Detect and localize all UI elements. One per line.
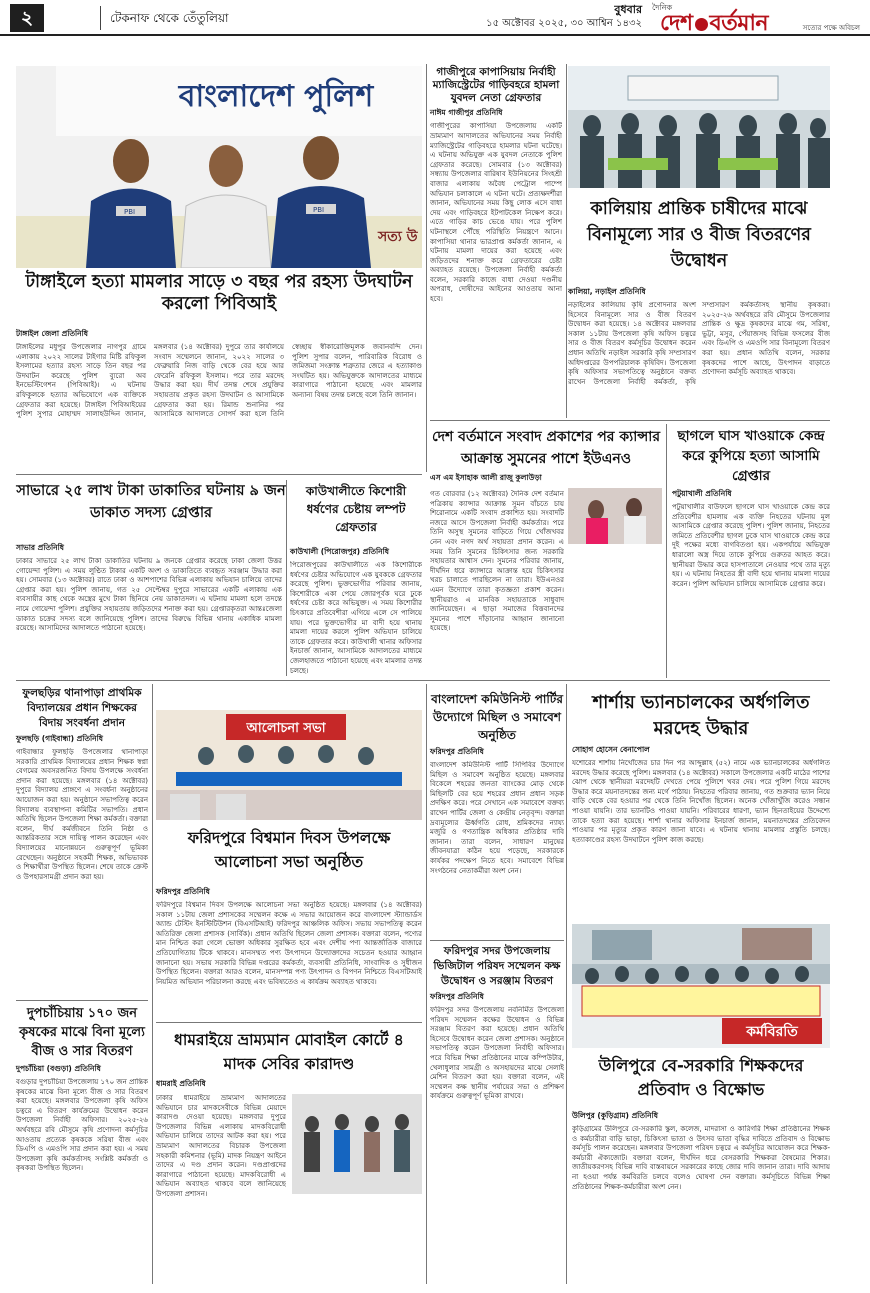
kaliya-photo [568, 66, 830, 188]
faridpur-sadar-headline: ফরিদপুর সদর উপজেলায় ভিজিটাল পরিষদ সম্মেলন কক্ষ উদ্বোধন ও সরঞ্জাম বিতরণ [433, 945, 561, 987]
faridpur-byline: ফরিদপুর প্রতিনিধি [156, 887, 210, 896]
column-rule [666, 424, 667, 678]
kaliya-headline: কালিয়ায় প্রান্তিক চাষীদের মাঝে বিনামূল্যে সার ও বীজ বিতরণের উদ্বোধন [587, 199, 811, 271]
faridpur-sadar-byline: ফরিদপুর প্রতিনিধি [430, 992, 484, 1001]
dupchanchia-body: বগুড়ার দুপচাঁচিয়া উপজেলায় ১৭০ জন প্রান্তিক কৃষকের মাঝে বিনা মূল্যে বীজ ও সার বিতরণ করা হয়েছে। মঙ্গলবার উপজেলা কৃষি অফিস চত্বরে এ বিতরণ কার্যক্রমের উদ্বোধন করেন উপজেলা নির্বাহী অফিসার। ২০২৫-২৬ অর্থবছরে রবি মৌসুমে কৃষি প্রণোদনা কর্মসূচির আওতায় প্রত্যেক কৃষককে সরিষা বীজ এবং ডিএপি ও এমওপি সার প্রদান করা হয়। এ সময় উপজেলা কৃষি কর্মকর্তাসহ সংশ্লিষ্ট কর্মকর্তা ও কৃষকরা উপস্থিত ছিলেন। [16, 1078, 148, 1173]
desh-article [430, 426, 662, 487]
kaukhali-headline: কাউখালীতে কিশোরী ধর্ষণের চেষ্টায় লম্পট গ্রেফতার [305, 484, 407, 534]
logo-prefix: দৈনিক [652, 3, 673, 12]
section-rule [16, 680, 830, 681]
badge-left: PBI [124, 208, 136, 216]
communist-byline: ফরিদপুর প্রতিনিধি [430, 747, 484, 756]
logo-left: দেশ [660, 11, 693, 36]
faridpur-headline-block [156, 826, 422, 874]
savar-body: ঢাকার সাভারে ২৫ লাখ টাকা ডাকাতির ঘটনায় ৯ জনকে গ্রেপ্তার করেছে ঢাকা জেলা উত্তর গোয়েন্দা পুলিশ। এ সময় লুণ্ঠিত টাকার একটি অংশ ও ডাকাতিতে ব্যবহৃত সরঞ্জাম উদ্ধার করা হয়। সোমবার (১৩ অক্টোবর) রাতে ঢাকা ও আশপাশের বিভিন্ন এলাকায় অভিযান চালিয়ে তাদের গ্রেপ্তার করা হয়। পুলিশ জানায়, গত ২৫ সেপ্টেম্বর দুপুরে সাভারের একটি এলাকায় এক ব্যবসায়ীর কাছ থেকে অস্ত্রের মুখে টাকা ছিনিয়ে নেয় ডাকাতদল। এ ঘটনায় মামলা হলে তদন্তে নামে গোয়েন্দা পুলিশ। প্রযুক্তির সহায়তায় জড়িতদের শনাক্ত করা হয়। গ্রেপ্তারকৃতরা আন্তঃজেলা ডাকাত চক্রের সদস্য বলে জানিয়েছে পুলিশ। তাদের বিরুদ্ধে বিভিন্ন থানায় একাধিক মামলা রয়েছে। আসামিদের আদালতে পাঠানো হয়েছে। [16, 557, 282, 633]
column-rule [152, 684, 153, 1284]
pbi-byline: টাঙ্গাইল জেলা প্রতিনিধি [16, 329, 88, 338]
logo-right: বর্তমান [709, 11, 768, 36]
pbi-article [16, 270, 422, 318]
dhamrai-headline: ধামরাইয়ে ভ্রাম্যমান মোবাইল কোর্টে ৪ মাদক সেবির কারাদণ্ড [174, 1031, 404, 1073]
dateline [486, 3, 642, 31]
pbi-body: টাঙ্গাইলের মধুপুর উপজেলার নাগপুর গ্রামে এলাকায় ২০২২ সালের টাইগার মিষ্টি রফিকুল ইসলামের হত্যার রহস্য সাড়ে তিন বছর পর উদঘাটন করেছে পুলিশ ব্যুরো অব ইনভেস্টিগেশন (পিবিআই)। এ ঘটনায় রফিকুলকে হত্যার অভিযোগে এক ব্যক্তিকে গ্রেফতার করা হয়েছে। টাঙ্গাইল পিবিআইয়ের পুলিশ সুপার মোহাম্মদ সালাহউদ্দিন জানান, মঙ্গলবার (১৪ অক্টোবর) দুপুরে তার কার্যালয়ে সংবাদ সম্মেলনে জানান, ২০২২ সালের ৩ ফেব্রুয়ারি নিজ বাড়ি থেকে বের হয়ে আর ফেরেনি রফিকুল ইসলাম। পরে তার মরদেহ উদ্ধার করা হয়। দীর্ঘ তদন্ত শেষে প্রযুক্তির সহায়তায় প্রকৃত রহস্য উদঘাটন ও আসামিকে গ্রেফতার করা হয়। রিমান্ড শুনানির পর আসামিকে আদালতে সোপর্দ করা হলে তিনি স্বেচ্ছায় স্বীকারোক্তিমূলক জবানবন্দি দেন। পুলিশ সুপার বলেন, পারিবারিক বিরোধ ও জমিজমা সংক্রান্ত শত্রুতার জেরে এ হত্যাকাণ্ড সংঘটিত হয়। অভিযুক্তকে আদালতের মাধ্যমে কারাগারে পাঠানো হয়েছে এবং মামলার অন্যান্য বিষয় তদন্ত চলছে বলে তিনি জানান। [16, 343, 422, 419]
fulchhari-article [16, 686, 148, 998]
strike-banner: কর্মবিরতি [746, 1024, 798, 1040]
kaukhali-body-block [290, 544, 422, 676]
police-banner-text: বাংলাদেশ পুলিশ [178, 79, 374, 114]
column-rule [566, 64, 567, 418]
faridpur-sadar-body: ফরিদপুর সদর উপজেলায় নবনির্মিত উপজেলা পরিষদ সম্মেলন কক্ষের উদ্বোধন ও বিভিন্ন সরঞ্জাম বিতরণ করা হয়েছে। প্রধান অতিথি হিসেবে উদ্বোধন করেন জেলা প্রশাসক। অনুষ্ঠানে সভাপতিত্ব করেন উপজেলা নির্বাহী অফিসার। পরে বিভিন্ন শিক্ষা প্রতিষ্ঠানের মাঝে কম্পিউটার, খেলাধুলার সামগ্রী ও অসহায়দের মাঝে সেলাই মেশিন বিতরণ করা হয়। বক্তারা বলেন, এই সম্মেলন কক্ষ স্থানীয় পর্যায়ের সভা ও প্রশিক্ষণ কার্যক্রমে গুরুত্বপূর্ণ ভূমিকা রাখবে। [430, 1006, 564, 1101]
kaliya-body-block [568, 284, 830, 416]
section-divider [100, 6, 101, 30]
gazipur-article [430, 66, 562, 454]
dhamrai-byline: ধামরাই প্রতিনিধি [156, 1079, 206, 1088]
ulipur-body: কুড়িগ্রামের উলিপুরে বে-সরকারি স্কুল, কলেজ, মাদরাসা ও কারিগরি শিক্ষা প্রতিষ্ঠানের শিক্ষক ও কর্মচারীরা বাড়ি ভাড়া, চিকিৎসা ভাতা ও উৎসব ভাতা বৃদ্ধির দাবিতে প্রতিবাদ ও বিক্ষোভ কর্মসূচি পালন করেছেন। মঙ্গলবার উপজেলা পরিষদ চত্বরে এ কর্মসূচির আয়োজন করে শিক্ষক-কর্মচারী ঐক্যজোট। বক্তারা বলেন, দীর্ঘদিন ধরে বেসরকারি শিক্ষকরা বৈষম্যের শিকার। জাতীয়করণসহ বিভিন্ন দাবি বাস্তবায়নে সরকারের কাছে জোর দাবি জানান তারা। দাবি আদায় না হওয়া পর্যন্ত কর্মবিরতি চলবে বলেও ঘোষণা দেন বক্তারা। কর্মসূচিতে বিভিন্ন শিক্ষা প্রতিষ্ঠানের শিক্ষক-কর্মচারীরা অংশ নেন। [572, 1125, 830, 1191]
faridpur-photo [156, 710, 422, 820]
kaukhali-body: পিরোজপুরের কাউখালীতে এক কিশোরীকে ধর্ষণের চেষ্টার অভিযোগে এক যুবককে গ্রেফতার করেছে পুলিশ। ভুক্তভোগীর পরিবার জানায়, কিশোরীকে একা পেয়ে জোরপূর্বক ঘরে ঢুকে ধর্ষণের চেষ্টা করে অভিযুক্ত। এ সময় কিশোরীর চিৎকারে প্রতিবেশীরা এগিয়ে এলে সে পালিয়ে যায়। পরে ভুক্তভোগীর মা বাদী হয়ে থানায় মামলা দায়ের করলে পুলিশ অভিযান চালিয়ে তাকে গ্রেফতার করে। কাউখালী থানার অফিসার ইনচার্জ জানান, আসামিকে আদালতের মাধ্যমে জেলহাজতে পাঠানো হয়েছে এবং মামলার তদন্ত চলছে। [290, 561, 422, 675]
newspaper-logo [650, 2, 860, 34]
kaukhali-byline: কাউখালী (পিরোজপুর) প্রতিনিধি [290, 547, 389, 556]
column-rule [566, 684, 567, 1284]
chhagol-article [672, 426, 830, 671]
faridpur-body-block [156, 884, 422, 1018]
dhamrai-body: ঢাকার ধামরাইয়ে ভ্রাম্যমাণ আদালতের অভিযানে চার মাদকসেবীকে বিভিন্ন মেয়াদে কারাদণ্ড দেওয়া হয়েছে। মঙ্গলবার দুপুরে উপজেলার বিভিন্ন এলাকায় মাদকবিরোধী অভিযান চালিয়ে তাদের আটক করা হয়। পরে ভ্রাম্যমাণ আদালতের বিচারক উপজেলা সহকারী কমিশনার (ভূমি) মাদক নিয়ন্ত্রণ আইনে তাদের এ দণ্ড প্রদান করেন। দণ্ডপ্রাপ্তদের কারাগারে পাঠানো হয়েছে। মাদকবিরোধী এ অভিযান অব্যাহত থাকবে বলে জানিয়েছে উপজেলা প্রশাসন। [156, 1094, 286, 1198]
savar-byline: সাভার প্রতিনিধি [16, 543, 64, 552]
chhagol-byline: পটুয়াখালী প্রতিনিধি [672, 489, 732, 498]
savar-body-block [16, 540, 282, 676]
kaliya-body: নড়াইলের কালিয়ায় কৃষি প্রণোদনার অংশ হিসেবে বিনামূল্যে সার ও বীজ বিতরণ উদ্বোধন করা হয়েছে। ১৪ অক্টোবর মঙ্গলবার সকাল ১১টায় উপজেলা কৃষি অফিস চত্বরে সার ও বীজ বিতরণ কর্মসূচির উদ্বোধন করেন প্রধান অতিথি নড়াইল সরকারি কৃষি সম্প্রসারণ অধিদপ্তরের উপপরিচালক কৃষিবিদ। উপজেলা কৃষি অফিসার সভাপতিত্বে অনুষ্ঠানে বক্তব্য রাখেন উপজেলা নির্বাহী কর্মকর্তা, কৃষি সম্প্রসারণ কর্মকর্তাসহ স্থানীয় কৃষকরা। ২০২৫-২৬ অর্থবছরে রবি মৌসুমে উপজেলার প্রান্তিক ও ক্ষুদ্র কৃষকদের মাঝে গম, সরিষা, ভুট্টা, মসুর, পেঁয়াজসহ বিভিন্ন ফসলের বীজ এবং ডিএপি ও এমওপি সার বিনামূল্যে বিতরণ করা হয়। প্রধান অতিথি বলেন, সরকার কৃষকদের পাশে আছে, উৎপাদন বাড়াতে প্রণোদনা কর্মসূচি অব্যাহত থাকবে। [568, 301, 830, 386]
sharsha-article [572, 690, 830, 939]
pbi-headline: টাঙ্গাইলে হত্যা মামলার সাড়ে ৩ বছর পর রহস্য উদঘাটন করলো পিবিআই [25, 272, 413, 314]
faridpur-body: ফরিদপুরে বিশ্বমান দিবস উপলক্ষে আলোচনা সভা অনুষ্ঠিত হয়েছে। মঙ্গলবার (১৪ অক্টোবর) সকাল ১১টায় জেলা প্রশাসকের সম্মেলন কক্ষে এ সভার আয়োজন করে বাংলাদেশ স্ট্যান্ডার্ডস অ্যান্ড টেস্টিং ইনস্টিটিউশন (বিএসটিআই) ফরিদপুর আঞ্চলিক অফিস। সভায় সভাপতিত্ব করেন অতিরিক্ত জেলা প্রশাসক (সার্বিক)। প্রধান অতিথি ছিলেন জেলা প্রশাসক। বক্তারা বলেন, পণ্যের মান নিশ্চিত করা গেলে ভোক্তা অধিকার সুরক্ষিত হবে এবং দেশীয় পণ্য আন্তর্জাতিক বাজারে প্রতিযোগিতায় টিকে থাকবে। মানসম্মত পণ্য উৎপাদনে উদ্যোক্তাদের সচেতন হওয়ার আহ্বান জানানো হয়। সভায় সরকারি বিভিন্ন দপ্তরের কর্মকর্তা, ব্যবসায়ী প্রতিনিধি, সাংবাদিক ও সুধীজন উপস্থিত ছিলেন। বক্তারা আরও বলেন, মানসম্পন্ন পণ্য উৎপাদন ও বিপণন নিশ্চিতে বিএসটিআই নিয়মিত অভিযান পরিচালনা করছে এবং ভবিষ্যতেও এ কার্যক্রম অব্যাহত থাকবে। [156, 901, 422, 986]
dupchanchia-byline: দুপচাঁচিয়া (বগুড়া) প্রতিনিধি [16, 1064, 101, 1073]
police-banner-sub: সত্য উ [378, 229, 418, 245]
gazipur-byline: নাঈম গাজীপুর প্রতিনিধি [430, 108, 503, 118]
desh-photo [568, 488, 662, 544]
page-number: ২ [10, 4, 44, 32]
dhamrai-photo [292, 1094, 422, 1194]
fulchhari-headline: ফুলছড়ির থানাপাড়া প্রাথমিক বিদ্যালয়ের প্রধান শিক্ষকের বিদায় সংবর্ধনা প্রদান [22, 687, 142, 729]
dupchanchia-headline: দুপচাঁচিয়ায় ১৭০ জন কৃষকের মাঝে বিনা মূল্যে বীজ ও সার বিতরণ [19, 1006, 145, 1059]
dhamrai-body-block [156, 1094, 286, 1284]
gazipur-body: গাজীপুরের কাপাসিয়া উপজেলায় একটি ভ্রাম্যমাণ আদালতের অভিযানের সময় নির্বাহী ম্যাজিস্ট্রেটের গাড়িবহরে হামলার ঘটনা ঘটেছে। এ ঘটনায় অভিযুক্ত এক যুবদল নেতাকে পুলিশ গ্রেফতার করেছে। সোমবার (১৩ অক্টোবর) সন্ধ্যায় উপজেলার বারিষাব ইউনিয়নের সিংহশ্রী বাজার এলাকায় অবৈধ পেট্রোল পাম্পে অভিযান চলাকালে এ ঘটনা ঘটে। প্রত্যক্ষদর্শীরা জানান, অভিযানের সময় কিছু লোক এসে বাধা দেয় এবং গাড়িবহরে ইটপাটকেল নিক্ষেপ করে। এতে গাড়ির কাচ ভেঙে যায়। পরে পুলিশ ঘটনাস্থলে পৌঁছে পরিস্থিতি নিয়ন্ত্রণে আনে। কাপাসিয়া থানার ভারপ্রাপ্ত কর্মকর্তা জানান, এ ঘটনায় মামলা দায়ের করা হয়েছে এবং জড়িতদের শনাক্ত করে গ্রেফতারের চেষ্টা অব্যাহত রয়েছে। উপজেলা নির্বাহী কর্মকর্তা বলেন, সরকারি কাজে বাধা দেওয়া দণ্ডনীয় অপরাধ, দোষীদের আইনের আওতায় আনা হবে। [430, 122, 562, 304]
pbi-body-block [16, 326, 422, 468]
sharsha-byline: সোহাগ হোসেন বেনাপোল [572, 745, 650, 754]
masthead [0, 0, 870, 36]
dhamrai-article [156, 1028, 422, 1093]
savar-headline: সাভারে ২৫ লাখ টাকা ডাকাতির ঘটনায় ৯ জন ডাকাত সদস্য গ্রেপ্তার [16, 483, 286, 521]
communist-article [430, 690, 564, 941]
column-rule [286, 480, 287, 676]
ulipur-photo [572, 924, 830, 1048]
faridpur-headline: ফরিদপুরে বিশ্বমান দিবস উপলক্ষে আলোচনা সভা অনুষ্ঠিত [187, 829, 391, 871]
ulipur-headline-block [572, 1054, 830, 1102]
chhagol-body: পটুয়াখালীর বাউফলে ছাগলে ঘাস খাওয়াকে কেন্দ্র করে প্রতিবেশীর হামলায় এক ব্যক্তি নিহতের ঘটনায় মূল আসামিকে গ্রেপ্তার করেছে পুলিশ। পুলিশ জানায়, নিহতের জমিতে প্রতিবেশীর ছাগল ঢুকে ঘাস খাওয়াকে কেন্দ্র করে দুই পক্ষের মধ্যে বাগবিতণ্ডা হয়। একপর্যায়ে অভিযুক্ত ধারালো অস্ত্র দিয়ে তাকে কুপিয়ে গুরুতর আহত করে। স্থানীয়রা উদ্ধার করে হাসপাতালে নেওয়ার পথে তার মৃত্যু হয়। এ ঘটনায় নিহতের স্ত্রী বাদী হয়ে থানায় মামলা দায়ের করেন। পুলিশ অভিযান চালিয়ে আসামিকে গ্রেপ্তার করে। [672, 503, 830, 588]
communist-headline: বাংলাদেশ কমিউনিস্ট পার্টির উদ্যোগে মিছিল ও সমাবেশ অনুষ্ঠিত [431, 692, 563, 742]
ulipur-headline: উলিপুরে বে-সরকারি শিক্ষকদের প্রতিবাদ ও বিক্ষোভ [598, 1056, 804, 1099]
logo-wordmark [660, 6, 768, 43]
pbi-photo [16, 66, 422, 268]
desh-body: গত বোরবার (১২ অক্টোবর) দৈনিক দেশ বর্তমান পত্রিকায় ক্যান্সার আক্রান্ত সুমন বাঁচতে চায় শিরোনামে একটি সংবাদ প্রকাশিত হয়। সংবাদটি নজরে আসে উপজেলা নির্বাহী কর্মকর্তার। পরে তিনি অসুস্থ সুমনের বাড়িতে গিয়ে খোঁজখবর নেন এবং নগদ অর্থ সহায়তা প্রদান করেন। এ সময় তিনি সুমনের চিকিৎসার জন্য সরকারি সহায়তার আশ্বাস দেন। সুমনের পরিবার জানায়, দীর্ঘদিন ধরে ক্যান্সারে আক্রান্ত হয়ে চিকিৎসার খরচ চালাতে পারছিলেন না তারা। ইউএনওর এমন উদ্যোগে তারা কৃতজ্ঞতা প্রকাশ করেন। স্থানীয়রাও এ মানবিক সহায়তাকে সাধুবাদ জানিয়েছেন। এ ছাড়া সমাজের বিত্তবানদের সুমনের পাশে দাঁড়ানোর আহ্বান জানানো হয়েছে। [430, 490, 564, 633]
faridpur-sadar-article [430, 944, 564, 1256]
desh-byline: এস এম ইসাহাক আলী রাজু কুলাউড়া [430, 473, 542, 482]
section-rule [156, 1022, 422, 1023]
ulipur-body-block [572, 1108, 830, 1286]
meeting-banner: আলোচনা সভা [246, 721, 326, 736]
section-rule [16, 1000, 148, 1001]
publish-day: বুধবার [614, 3, 642, 16]
publish-date: ১৫ অক্টোবর ২০২৫, ৩০ আশ্বিন ১৪৩২ [486, 18, 642, 29]
logo-tagline: সত্যের পক্ষে অবিচল [802, 24, 860, 32]
kaliya-byline: কালিয়া, নড়াইল প্রতিনিধি [568, 287, 646, 296]
section-rule [16, 474, 422, 475]
gazipur-headline: গাজীপুরে কাপাসিয়ায় নির্বাহী ম্যাজিস্ট্রেটের গাড়িবহরে হামলা যুবদল নেতা গ্রেফতার [432, 66, 560, 105]
sharsha-body: যশোরের শার্শায় নিখোঁজের চার দিন পর আব্দুল্লাহ (৫২) নামে এক ভ্যানচালকের অর্ধগলিত মরদেহ উদ্ধার করেছে পুলিশ। মঙ্গলবার (১৪ অক্টোবর) সকালে উপজেলার একটি মাঠের পাশের ঝোপ থেকে স্থানীয়রা মরদেহটি দেখতে পেয়ে পুলিশে খবর দেয়। পরে পুলিশ গিয়ে মরদেহ উদ্ধার করে ময়নাতদন্তের জন্য মর্গে পাঠায়। নিহতের পরিবার জানায়, গত শুক্রবার ভ্যান নিয়ে বাড়ি থেকে বের হওয়ার পর থেকে তিনি নিখোঁজ ছিলেন। অনেক খোঁজাখুঁজি করেও সন্ধান পাওয়া যায়নি। তার ভ্যানটিও পাওয়া যায়নি। পরিবারের ধারণা, ভ্যান ছিনতাইয়ের উদ্দেশ্যে তাকে হত্যা করা হয়েছে। শার্শা থানার অফিসার ইনচার্জ জানান, ময়নাতদন্তের প্রতিবেদন পাওয়ার পর মৃত্যুর প্রকৃত কারণ জানা যাবে। এ ঘটনায় থানায় মামলার প্রস্তুতি চলছে। হত্যাকাণ্ডের রহস্য উদঘাটনে পুলিশ কাজ করছে। [572, 759, 830, 844]
column-rule [426, 684, 427, 1284]
section-rule [430, 420, 830, 421]
desh-headline: দেশ বর্তমানে সংবাদ প্রকাশের পর ক্যান্সার আক্রান্ত সুমনের পাশে ইউএনও [431, 429, 661, 467]
badge-right: PBI [313, 206, 325, 214]
desh-body-block [430, 490, 564, 676]
fulchhari-body: গাইবান্ধার ফুলছড়ি উপজেলার থানাপাড়া সরকারি প্রাথমিক বিদ্যালয়ের প্রধান শিক্ষক স্বপ্না বেগমের অবসরজনিত বিদায় উপলক্ষে সংবর্ধনা প্রদান করা হয়েছে। মঙ্গলবার (১৪ অক্টোবর) দুপুরে বিদ্যালয় প্রাঙ্গণে এ সংবর্ধনা অনুষ্ঠানের আয়োজন করা হয়। অনুষ্ঠানে সভাপতিত্ব করেন বিদ্যালয় ব্যবস্থাপনা কমিটির সভাপতি। প্রধান অতিথি ছিলেন উপজেলা শিক্ষা কর্মকর্তা। বক্তারা বলেন, দীর্ঘ কর্মজীবনে তিনি নিষ্ঠা ও আন্তরিকতার সঙ্গে দায়িত্ব পালন করেছেন এবং বিদ্যালয়ের মানোন্নয়নে গুরুত্বপূর্ণ ভূমিকা রেখেছেন। অনুষ্ঠানে সহকর্মী শিক্ষক, অভিভাবক ও শিক্ষার্থীরা উপস্থিত ছিলেন। শেষে তাকে ক্রেস্ট ও উপহারসামগ্রী প্রদান করা হয়। [16, 748, 148, 881]
section-title: টেকনাফ থেকে তেঁতুলিয়া [110, 11, 229, 25]
logo-dot-icon [695, 18, 708, 31]
communist-body: বাংলাদেশ কমিউনিস্ট পার্টি সিপিবির উদ্যোগে মিছিল ও সমাবেশ অনুষ্ঠিত হয়েছে। মঙ্গলবার বিকেলে শহরের জনতা ব্যাংকের মোড় থেকে মিছিলটি বের হয়ে শহরের প্রধান প্রধান সড়ক প্রদক্ষিণ করে। পরে সেখানে এক সমাবেশে বক্তব্য রাখেন পার্টির জেলা ও কেন্দ্রীয় নেতৃবৃন্দ। বক্তারা দ্রব্যমূল্যের ঊর্ধ্বগতি রোধ, শ্রমিকদের ন্যায্য মজুরি ও গণতান্ত্রিক অধিকার প্রতিষ্ঠার দাবি জানান। তারা বলেন, সাধারণ মানুষের জীবনযাত্রা কঠিন হয়ে পড়েছে, সরকারকে কার্যকর পদক্ষেপ নিতে হবে। সমাবেশে বিভিন্ন সংগঠনের নেতাকর্মীরা অংশ নেন। [430, 761, 564, 875]
fulchhari-byline: ফুলছড়ি (গাইবান্ধা) প্রতিনিধি [16, 734, 103, 743]
dupchanchia-article [16, 1004, 148, 1278]
kaliya-headline-block [568, 196, 830, 274]
ulipur-byline: উলিপুর (কুড়িগ্রাম) প্রতিনিধি [572, 1111, 658, 1120]
section-rule [430, 940, 564, 941]
kaukhali-article [290, 482, 422, 536]
sharsha-headline: শার্শায় ভ্যানচালকের অর্ধগলিত মরদেহ উদ্ধার [592, 692, 810, 739]
column-rule [426, 64, 427, 472]
chhagol-headline: ছাগলে ঘাস খাওয়াকে কেন্দ্র করে কুপিয়ে হত্যা আসামি গ্রেপ্তার [677, 428, 825, 484]
